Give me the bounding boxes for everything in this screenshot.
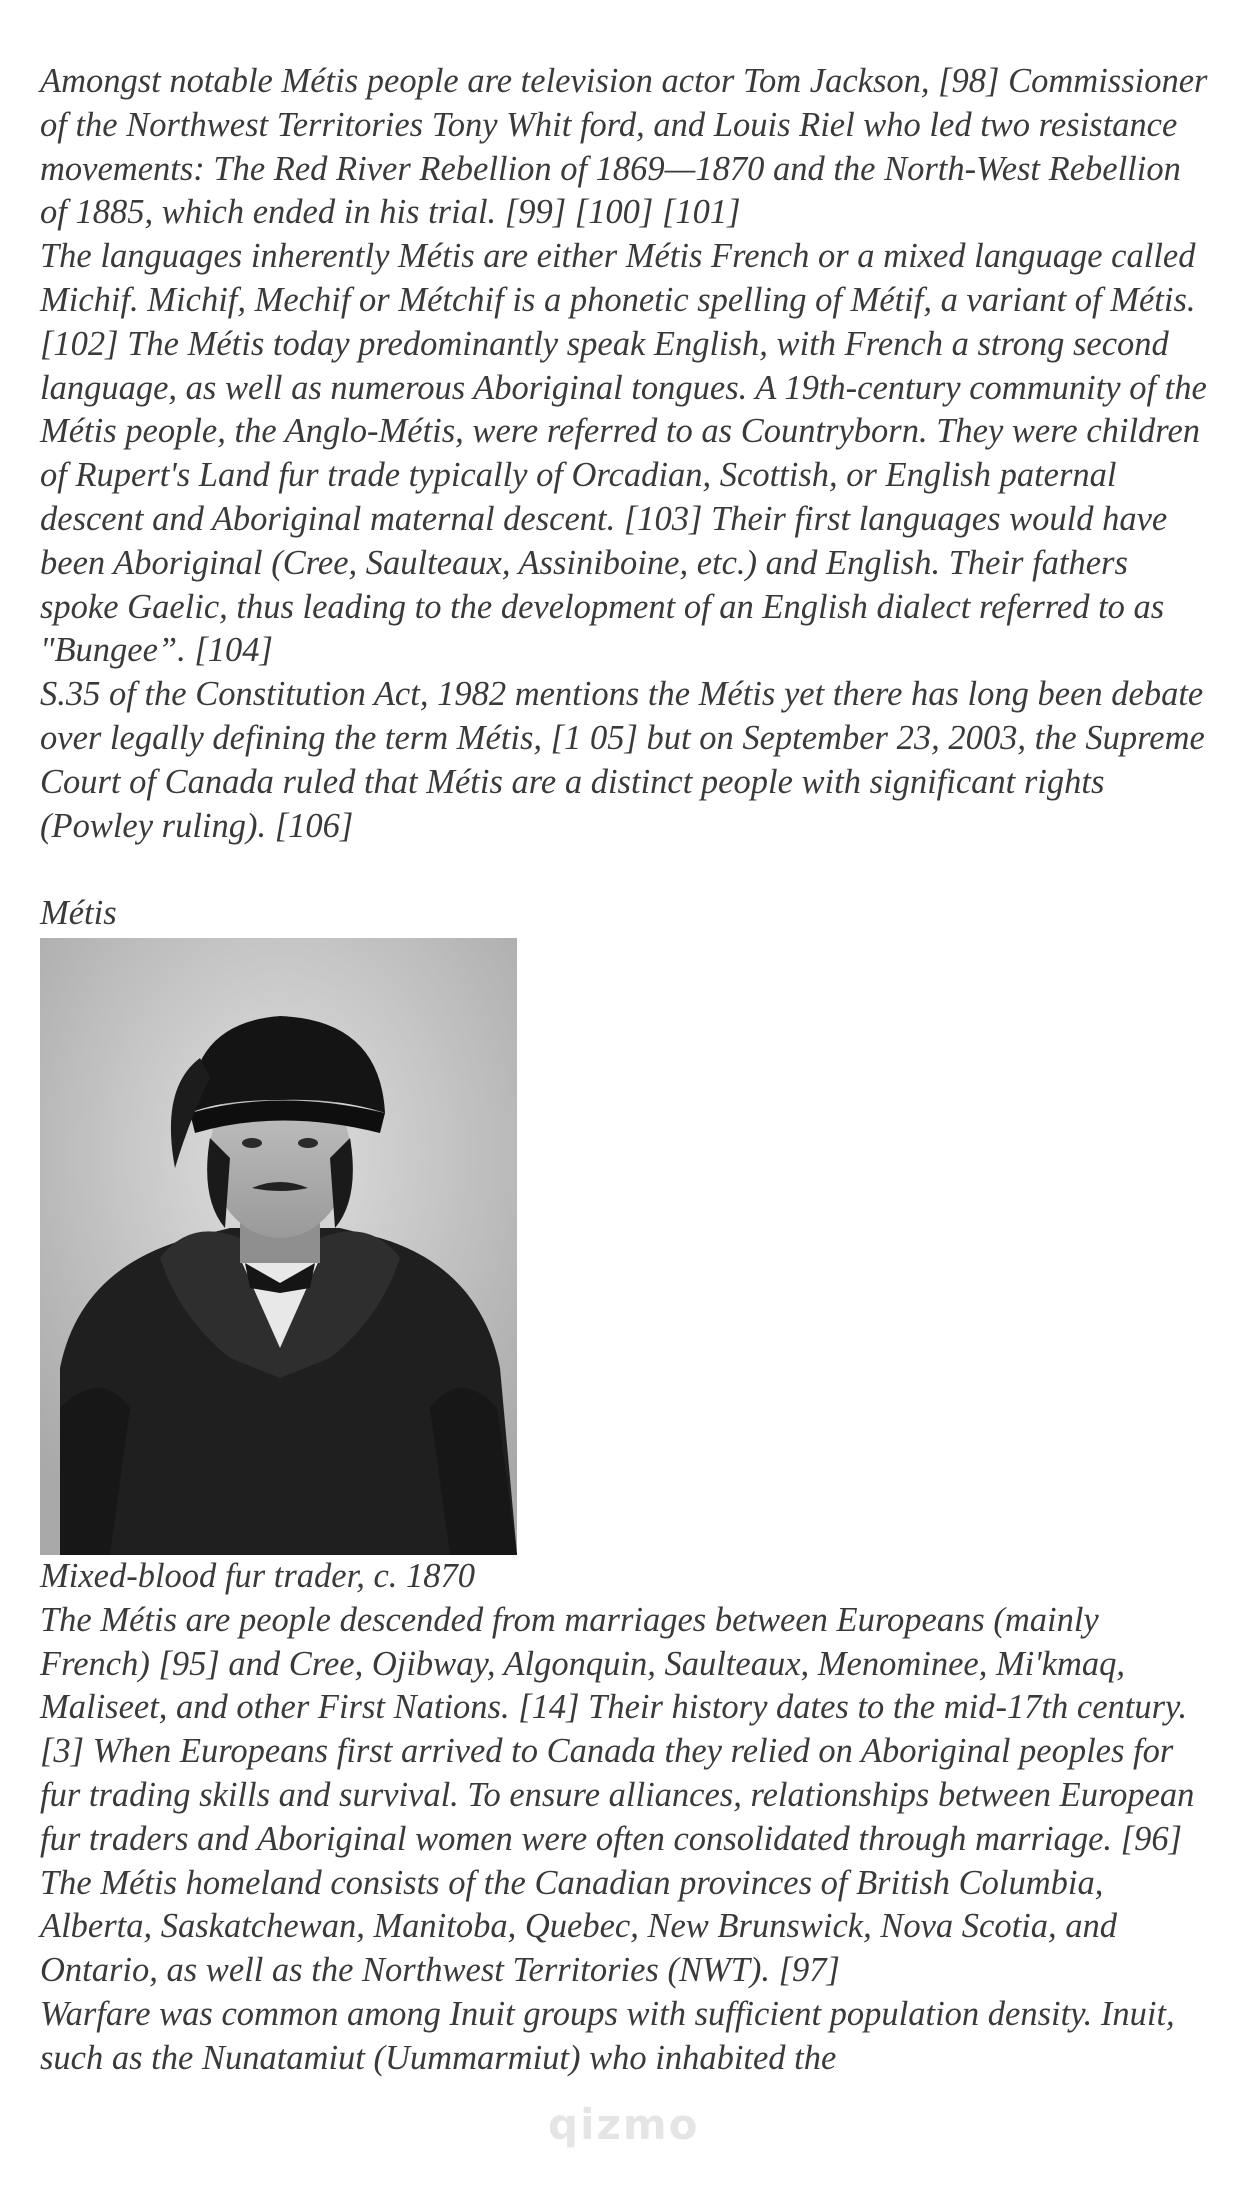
watermark-logo: qizmo [548,2100,700,2149]
fur-trader-photo [40,938,517,1555]
paragraph-warfare: Warfare was common among Inuit groups with sufficient population density. Inuit, such as the Nunatamiut (Uummarmiut) who inhabited the [40,1994,1175,2077]
blank-line [40,848,1210,892]
paragraph-notable-metis: Amongst notable Métis people are television actor Tom Jackson, [98] Commissioner of the Northwest Territories Tony Whit ford, and Louis Riel who led two resistance movements: The Red River Rebellion of 1869—1870 and the North-West Rebellion of 1885, which ended in his trial. [99] [100] [101] [40,62,1208,232]
figure-caption: Mixed-blood fur trader, c. 1870 [40,1556,476,1595]
figure-title: Métis [40,894,117,933]
paragraph-constitution: S.35 of the Constitution Act, 1982 mentions the Métis yet there has long been debate over legally defining the term Métis, [1 05] but on September 23, 2003, the Supreme Court of Canada ruled that Métis are a distinct people with significant rights (Powley ruling). [106] [40,675,1205,845]
paragraph-languages: The languages inherently Métis are either Métis French or a mixed language called Michif. Michif, Mechif or Métchif is a phonetic spelling of Métif, a variant of Métis. [102] The Métis today predominantly speak English, with French a strong second language, as well as numerous Aboriginal tongues. A 19th-century community of the Métis people, the Anglo-Métis, were referred to as Countryborn. They were children of Rupert's Land fur trade typically of Orcadian, Scottish, or English paternal descent and Aboriginal maternal descent. [103] Their first languages would have been Aboriginal (Cree, Saulteaux, Assiniboine, etc.) and English. Their fathers spoke Gaelic, thus leading to the development of an English dialect referred to as "Bungee”. [104] [40,237,1207,670]
document-page [40,60,1210,2081]
paragraph-origins: The Métis are people descended from marriages between Europeans (mainly French) [95] and Cree, Ojibway, Algonquin, Saulteaux, Menominee, Mi'kmaq, Maliseet, and other First Nations. [14] Their history dates to the mid-17th century. [3] When Europeans first arrived to Canada they relied on Aboriginal peoples for fur trading skills and survival. To ensure alliances, relationships between European fur traders and Aboriginal women were often consolidated through marriage. [96] The Métis homeland consists of the Canadian provinces of British Columbia, Alberta, Saskatchewan, Manitoba, Quebec, New Brunswick, Nova Scotia, and Ontario, as well as the Northwest Territories (NWT). [97] [40,1600,1195,1990]
